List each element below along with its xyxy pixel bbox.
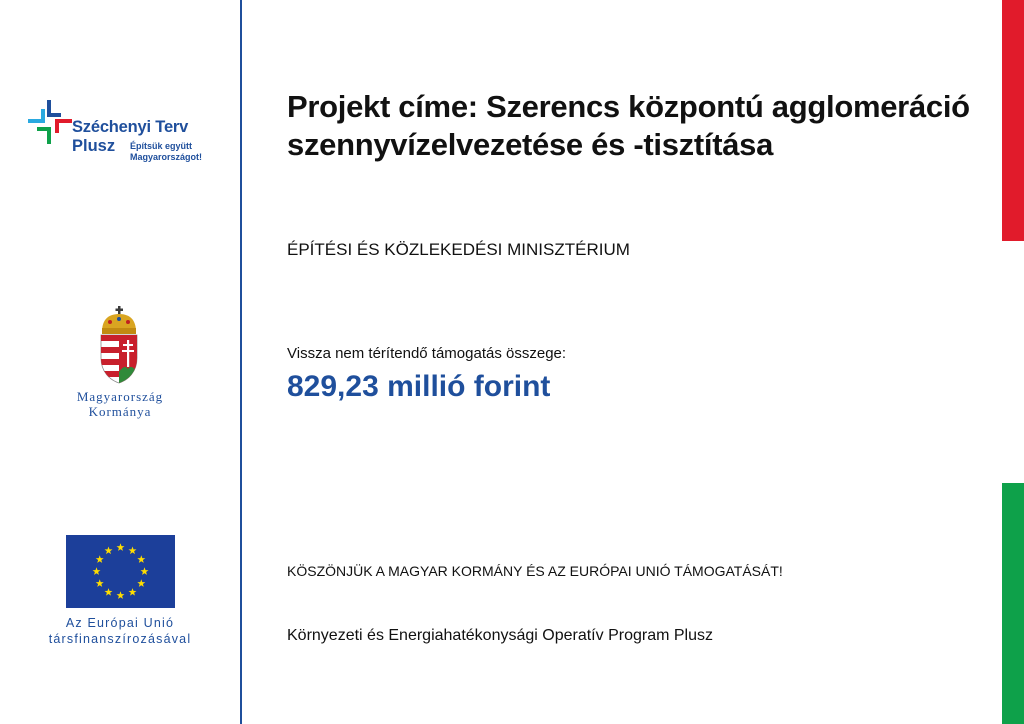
green-stripe [1002,483,1024,724]
cross-arrows-icon [26,98,74,146]
eu-star [137,579,145,587]
project-title: Projekt címe: Szerencs központú agglomeráció szennyvízelvezetése és -tisztítása [287,89,970,162]
government-line-2: Kormánya [88,404,152,419]
eu-stars [66,535,175,608]
hungarian-coat-of-arms-icon [96,306,142,384]
szechenyi-title: Széchenyi Terv [72,118,189,136]
szechenyi-slogan [130,141,202,163]
government-name [20,389,220,419]
ministry-name: ÉPÍTÉSI ÉS KÖZLEKEDÉSI MINISZTÉRIUM [287,240,630,259]
grant-label: Vissza nem térítendő támogatás összege: [287,345,567,362]
government-line-1: Magyarország [76,389,164,404]
eu-star [117,591,125,599]
grant-amount: 829,23 millió forint [287,370,551,403]
eu-star [105,588,113,596]
eu-flag-icon [66,535,175,608]
red-stripe [1002,0,1024,241]
program-name: Környezeti és Energiahatékonysági Operatív Program Plusz [287,627,713,644]
slogan-line-1: Építsük együtt [130,141,193,151]
eu-star [93,567,101,575]
eu-star [137,555,145,563]
eu-star [117,543,125,551]
vertical-divider [240,0,242,724]
eu-cofinancing-text [20,616,220,647]
eu-star [141,567,149,575]
eu-star [96,555,104,563]
eu-line-2: társfinanszírozásával [48,631,192,646]
thanks-text: KÖSZÖNJÜK A MAGYAR KORMÁNY ÉS AZ EURÓPAI UNIÓ TÁMOGATÁSÁT! [287,563,783,579]
slogan-line-2: Magyarországot! [130,152,203,162]
szechenyi-terv-logo [26,98,226,178]
szechenyi-plusz: Plusz [72,137,116,155]
eu-star [129,547,137,555]
eu-line-1: Az Európai Unió [65,616,175,630]
eu-star [129,588,137,596]
eu-star [96,579,104,587]
eu-star [105,547,113,555]
